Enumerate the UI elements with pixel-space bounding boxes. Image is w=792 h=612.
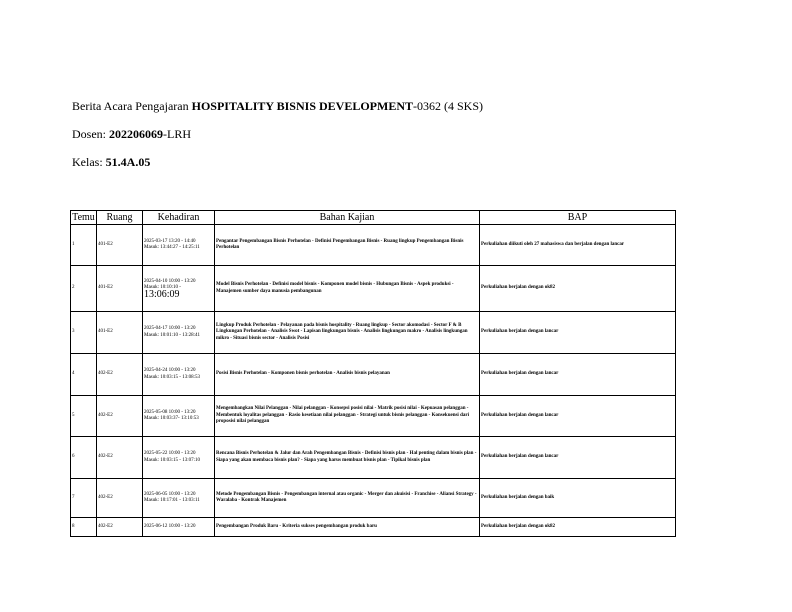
table-row [71, 266, 676, 312]
meeting-number: 8 [71, 518, 97, 537]
check-out-time: 13:06:09 [144, 288, 180, 300]
room: 402-E2 [97, 396, 143, 437]
room: 402-E2 [97, 437, 143, 479]
column-header-ruang: Ruang [97, 211, 143, 225]
title-prefix: Berita Acara Pengajaran [72, 99, 192, 113]
bap-note: Perkuliahan berjalan dengan ok82 [480, 266, 676, 312]
meeting-number: 3 [71, 312, 97, 354]
meeting-number: 2 [71, 266, 97, 312]
column-header-temu: Temu [72, 212, 95, 223]
room: 402-E2 [97, 518, 143, 537]
room: 401-E2 [97, 225, 143, 266]
teaching-record-table [70, 210, 676, 537]
study-material: Lingkup Produk Perhotelan - Pelayanan pada bisnis hospitality - Ruang lingkup - Sector akomodasi - Sector F & B Lingkungan Perhotelan - Analisis Swot - Lapisan lingkungan bisnis - Analisis lingkungan makro - Analisis lingkungan mikro - Situasi bisnis sector - Analisis Posisi [215, 312, 480, 354]
lecturer-id: 202206069 [109, 127, 163, 141]
table-row [71, 437, 676, 479]
course-code-credits: -0362 (4 SKS) [413, 99, 484, 113]
schedule-time: 2025-06-05 10:00 - 13:20 [144, 491, 196, 497]
course-name: HOSPITALITY BISNIS DEVELOPMENT [191, 99, 413, 113]
schedule-time: 2025-04-10 10:00 - 13:20 [144, 278, 196, 284]
bap-note: Perkuliahan berjalan dengan lancar [480, 396, 676, 437]
lecturer-label: Dosen: [72, 127, 109, 141]
study-material: Rencana Bisnis Perhotelan & Jalur dan Arah Pengembangan Bisnis - Definisi bisnis plan - Hal penting dalam bisnis plan - Siapa yang akan membaca bisnis plan? - Siapa yang harus membuat bisnis plan - Tipikal bisnis plan [215, 437, 480, 479]
attendance [143, 437, 215, 479]
class-name: 51.4A.05 [105, 155, 151, 169]
table-row [71, 479, 676, 518]
bap-note: Perkuliahan berjalan dengan ok82 [480, 518, 676, 537]
check-in-time: Masuk: 10:03:15 - 13:08:53 [144, 374, 200, 380]
check-in-time: Masuk: 10:03:15 - 13:07:10 [144, 457, 200, 463]
meeting-number: 6 [71, 437, 97, 479]
attendance [143, 354, 215, 396]
table-row [71, 354, 676, 396]
check-in-time: Masuk: 13:44:27 - 14:25:11 [144, 245, 200, 250]
column-header-bahan-kajian: Bahan Kajian [215, 211, 480, 225]
class-line [72, 155, 150, 170]
table-row [71, 225, 676, 266]
meeting-number: 4 [71, 354, 97, 396]
schedule-time: 2025-04-24 10:00 - 13:20 [144, 368, 196, 373]
bap-note: Perkuliahan berjalan dengan lancar [480, 437, 676, 479]
study-material: Model Bisnis Perhotelan - Definisi model bisnis - Komponen model bisnis - Hubungan Bisnis - Aspek produksi - Manajemen sumber daya manusia pembangunan [215, 266, 480, 312]
meeting-number: 1 [71, 225, 97, 266]
class-label: Kelas: [72, 155, 106, 169]
schedule-time: 2025-05-22 10:00 - 13:20 [144, 451, 196, 456]
schedule-time: 2025-06-12 10:00 - 13:20 [144, 523, 196, 529]
table-header-row [71, 211, 676, 225]
study-material: Pengembangan Produk Baru - Kriteria sukses pengembangan produk baru [215, 518, 480, 537]
table-row [71, 312, 676, 354]
schedule-time: 2025-03-17 13:20 - 14:40 [144, 238, 196, 244]
bap-note: Perkuliahan berjalan dengan lancar [480, 354, 676, 396]
bap-note: Perkuliahan berjalan dengan lancar [480, 312, 676, 354]
schedule-time: 2025-04-17 10:00 - 13:20 [144, 326, 196, 331]
meeting-number: 5 [71, 396, 97, 437]
check-in-time: Masuk: 10:01:10 - 13:28:41 [144, 332, 200, 338]
study-material: Mengembangkan Nilai Pelanggan - Nilai pelanggan - Konsepsi posisi nilai - Matrik posisi nilai - Kepuasan pelanggan - Membentuk loyalitas pelanggan - Rasio kesetiaan nilai pelanggan - Strategi untuk bisnis pelanggan - Konsekuensi dari proposisi nilai pelanggan [215, 396, 480, 437]
study-material: Posisi Bisnis Perhotelan - Komponen bisnis perhotelan - Analisis bisnis pelayanan [215, 354, 480, 396]
attendance [143, 479, 215, 518]
room: 402-E2 [97, 354, 143, 396]
attendance [143, 312, 215, 354]
lecturer-code: -LRH [163, 127, 191, 141]
study-material: Pengantar Pengembangan Bisnis Perhotelan - Definisi Pengembangan Bisnis - Ruang lingkup Pengembangan Bisnis Perhotelan [215, 225, 480, 266]
check-in-time: Masuk: 10:17:01 - 13:03:11 [144, 498, 200, 503]
attendance [143, 225, 215, 266]
room: 401-E2 [97, 266, 143, 312]
attendance [143, 266, 215, 312]
lecturer-line [72, 127, 191, 142]
document-title-line [72, 99, 483, 114]
meeting-number: 7 [71, 479, 97, 518]
table-row [71, 518, 676, 537]
attendance [143, 518, 215, 537]
check-in-time: Masuk: 10:03:37- 13:10:53 [144, 416, 199, 421]
table-row [71, 396, 676, 437]
schedule-time: 2025-05-08 10:00 - 13:20 [144, 409, 196, 415]
room: 401-E2 [97, 312, 143, 354]
bap-note: Perkuliahan berjalan dengan baik [480, 479, 676, 518]
attendance [143, 396, 215, 437]
column-header-kehadiran: Kehadiran [143, 211, 215, 225]
column-header-bap: BAP [480, 211, 676, 225]
room: 402-E2 [97, 479, 143, 518]
check-in-time: Masuk: 10:10:10 - [144, 285, 181, 291]
study-material: Metode Pengembangan Bisnis - Pengembangan internal atau organic - Merger dan akuisisi - Franchise - Aliansi Strategy - Waralaba - Kontrak Manajemen [215, 479, 480, 518]
bap-note: Perkuliahan diikuti oleh 27 mahasiswa dan berjalan dengan lancar [480, 225, 676, 266]
